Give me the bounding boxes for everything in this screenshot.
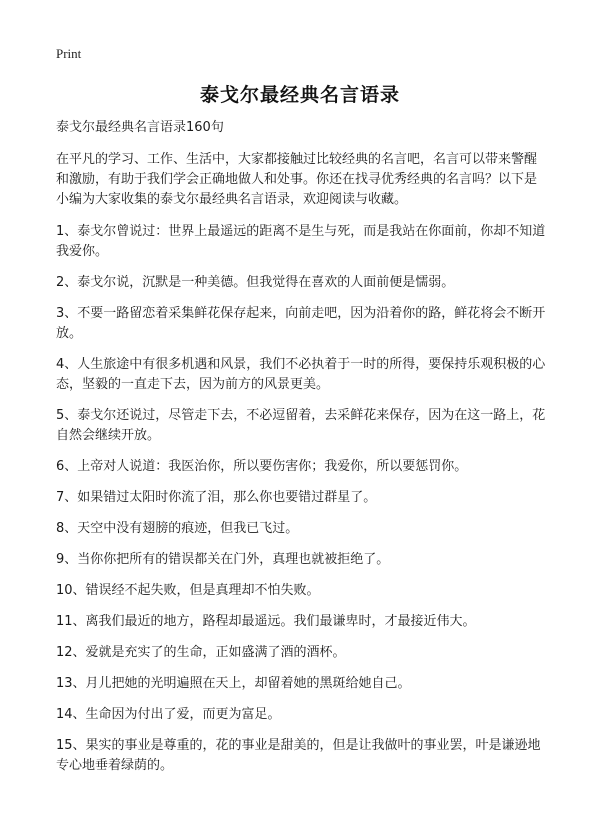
quote-item: 8、天空中没有翅膀的痕迹，但我已飞过。 <box>56 521 299 536</box>
quote-item: 12、爱就是充实了的生命，正如盛满了酒的酒杯。 <box>56 645 346 660</box>
quote-item: 10、错误经不起失败，但是真理却不怕失败。 <box>56 583 320 598</box>
intro-paragraph: 在平凡的学习、工作、生活中，大家都接触过比较经典的名言吧，名言可以带来警醒和激励，有助于我们学会正确地做人和处事。你还在找寻优秀经典的名言吗？以下是小编为大家收集的泰戈尔最经典名言语录，欢迎阅读与收藏。 <box>56 152 538 207</box>
quote-item: 5、泰戈尔还说过，尽管走下去，不必逗留着，去采鲜花来保存，因为在这一路上，花自然会继续开放。 <box>56 408 546 443</box>
subtitle: 泰戈尔最经典名言语录160句 <box>56 120 224 135</box>
document-title: 泰戈尔最经典名言语录 <box>199 84 400 106</box>
print-link[interactable]: Print <box>56 46 82 61</box>
quote-item: 9、当你你把所有的错误都关在门外，真理也就被拒绝了。 <box>56 552 390 567</box>
quote-item: 1、泰戈尔曾说过：世界上最遥远的距离不是生与死，而是我站在你面前，你却不知道我爱你。 <box>56 224 546 259</box>
quote-item: 15、果实的事业是尊重的，花的事业是甜美的，但是让我做叶的事业罢，叶是谦逊地专心地垂着绿荫的。 <box>56 738 541 773</box>
quote-item: 14、生命因为付出了爱，而更为富足。 <box>56 707 281 722</box>
quote-item: 3、不要一路留恋着采集鲜花保存起来，向前走吧，因为沿着你的路，鲜花将会不断开放。 <box>56 306 546 341</box>
quote-item: 7、如果错过太阳时你流了泪，那么你也要错过群星了。 <box>56 490 377 505</box>
quote-item: 13、月儿把她的光明遍照在天上，却留着她的黑斑给她自己。 <box>56 676 411 691</box>
quote-item: 11、离我们最近的地方，路程却最遥远。我们最谦卑时，才最接近伟大。 <box>56 614 476 629</box>
quote-item: 4、人生旅途中有很多机遇和风景，我们不必执着于一时的所得，要保持乐观积极的心态，坚毅的一直走下去，因为前方的风景更美。 <box>56 357 546 392</box>
quote-item: 6、上帝对人说道：我医治你，所以要伤害你；我爱你，所以要惩罚你。 <box>56 459 468 474</box>
document-body <box>56 118 546 787</box>
quote-item: 2、泰戈尔说，沉默是一种美德。但我觉得在喜欢的人面前便是懦弱。 <box>56 275 455 290</box>
